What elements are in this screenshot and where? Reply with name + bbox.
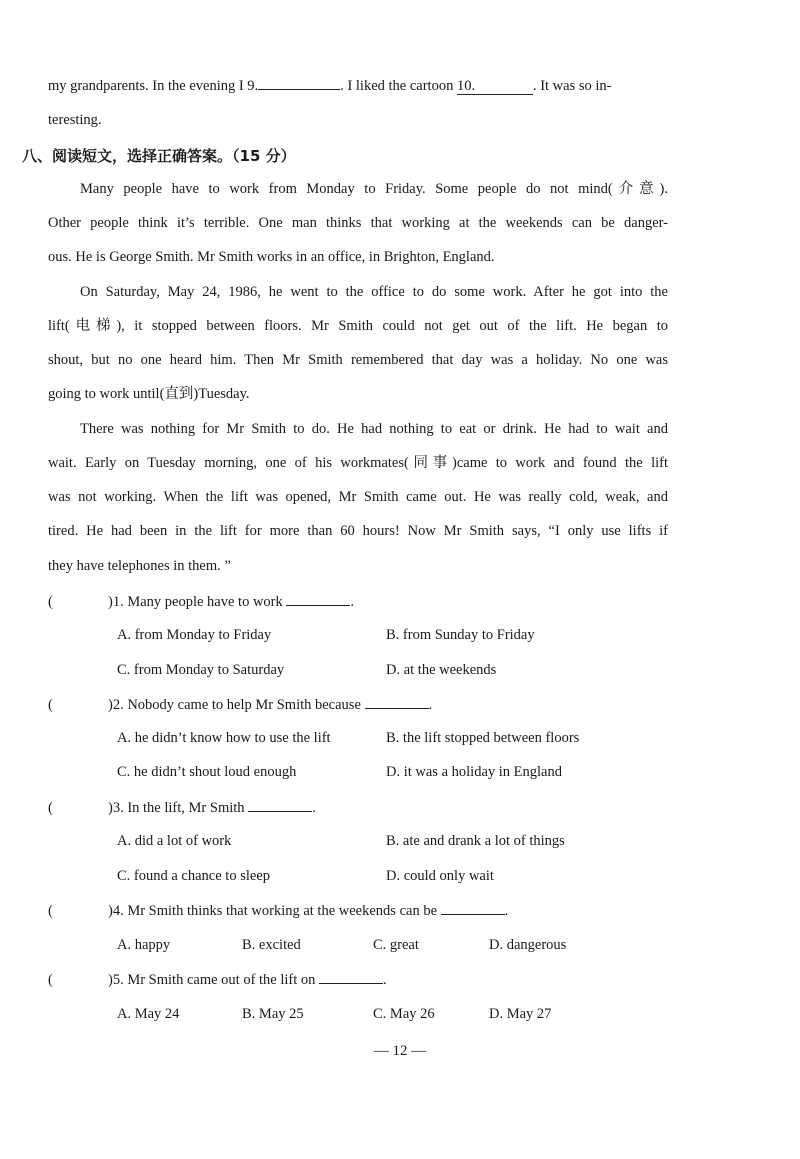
question-5 (48, 969, 387, 990)
answer-paren[interactable]: ( (48, 594, 53, 610)
option-b[interactable]: B. the lift stopped between floors (386, 730, 580, 746)
option-c[interactable]: C. great (373, 937, 419, 953)
paragraph-line: lift(电梯), it stopped between floors. Mr Smith could not get out of the lift. He began to (48, 318, 668, 334)
option-a[interactable]: A. May 24 (117, 1006, 180, 1022)
option-d[interactable]: D. at the weekends (386, 662, 497, 678)
question-end: . (383, 972, 387, 988)
option-c[interactable]: C. he didn’t shout loud enough (117, 764, 297, 780)
question-1 (48, 591, 354, 612)
option-b[interactable]: B. from Sunday to Friday (386, 627, 535, 643)
option-a[interactable]: A. from Monday to Friday (117, 627, 272, 643)
text-fragment: my grandparents. In the evening I 9. (48, 78, 259, 94)
option-c[interactable]: C. found a chance to sleep (117, 868, 271, 884)
passage-continuation-line (48, 75, 668, 96)
paragraph-line: Other people think it’s terrible. One man thinks that working at the weekends can be danger- (48, 215, 668, 231)
question-end: . (428, 697, 433, 713)
question-end: . (504, 903, 509, 919)
option-a[interactable]: A. did a lot of work (117, 833, 232, 849)
paragraph-line: going to work until(直到)Tuesday. (48, 386, 250, 402)
paragraph-line: Many people have to work from Monday to Friday. Some people do not mind(介意). (80, 181, 668, 197)
paragraph-line: wait. Early on Tuesday morning, one of his workmates(同事)came to work and found the lift (48, 455, 668, 471)
paragraph-line: was not working. When the lift was opened, Mr Smith came out. He was really cold, weak, and (48, 489, 668, 505)
page-number: — 12 — (373, 1043, 427, 1059)
question-blank[interactable] (365, 694, 429, 709)
option-b[interactable]: B. excited (242, 937, 301, 953)
answer-blank-9[interactable] (258, 75, 340, 90)
question-stem: )3. In the lift, Mr Smith (108, 800, 245, 816)
question-end: . (312, 800, 316, 816)
section-heading: 八、阅读短文，选择正确答案。（15 分） (22, 147, 296, 165)
question-stem: )5. Mr Smith came out of the lift on (108, 972, 316, 988)
question-4 (48, 900, 508, 921)
question-blank[interactable] (286, 591, 350, 606)
question-blank[interactable] (248, 797, 312, 812)
option-d[interactable]: D. could only wait (386, 868, 494, 884)
paragraph-line: tired. He had been in the lift for more than 60 hours! Now Mr Smith says, “I only use lifts if (48, 523, 668, 539)
paragraph-line: There was nothing for Mr Smith to do. He had nothing to eat or drink. He had to wait and (80, 421, 668, 437)
question-end: . (350, 594, 355, 610)
question-stem: )1. Many people have to work (108, 594, 283, 610)
paragraph-line: they have telephones in them. ” (48, 558, 231, 574)
answer-paren[interactable]: ( (48, 972, 53, 988)
paragraph-line: shout, but no one heard him. Then Mr Smith remembered that day was a holiday. No one was (48, 352, 668, 368)
answer-paren[interactable]: ( (48, 800, 53, 816)
question-3 (48, 797, 316, 818)
option-b[interactable]: B. ate and drank a lot of things (386, 833, 565, 849)
option-d[interactable]: D. dangerous (489, 937, 567, 953)
question-blank[interactable] (319, 969, 383, 984)
option-c[interactable]: C. from Monday to Saturday (117, 662, 285, 678)
paragraph-line: On Saturday, May 24, 1986, he went to the office to do some work. After he got into the (80, 284, 668, 300)
blank-number: 10. (456, 78, 476, 94)
question-stem: )2. Nobody came to help Mr Smith because (108, 697, 361, 713)
option-d[interactable]: D. it was a holiday in England (386, 764, 562, 780)
question-2 (48, 694, 432, 715)
answer-paren[interactable]: ( (48, 903, 53, 919)
text-fragment: . It was so in- (532, 78, 612, 94)
answer-paren[interactable]: ( (48, 697, 53, 713)
passage-continuation-line-2: teresting. (48, 112, 102, 128)
answer-blank-10[interactable] (457, 78, 533, 95)
paragraph-line: ous. He is George Smith. Mr Smith works in an office, in Brighton, England. (48, 249, 495, 265)
option-a[interactable]: A. happy (117, 937, 171, 953)
question-stem: )4. Mr Smith thinks that working at the weekends can be (108, 903, 438, 919)
text-fragment: . I liked the cartoon (340, 78, 454, 94)
option-c[interactable]: C. May 26 (373, 1006, 435, 1022)
question-blank[interactable] (441, 900, 505, 915)
option-a[interactable]: A. he didn’t know how to use the lift (117, 730, 331, 746)
option-b[interactable]: B. May 25 (242, 1006, 304, 1022)
option-d[interactable]: D. May 27 (489, 1006, 552, 1022)
